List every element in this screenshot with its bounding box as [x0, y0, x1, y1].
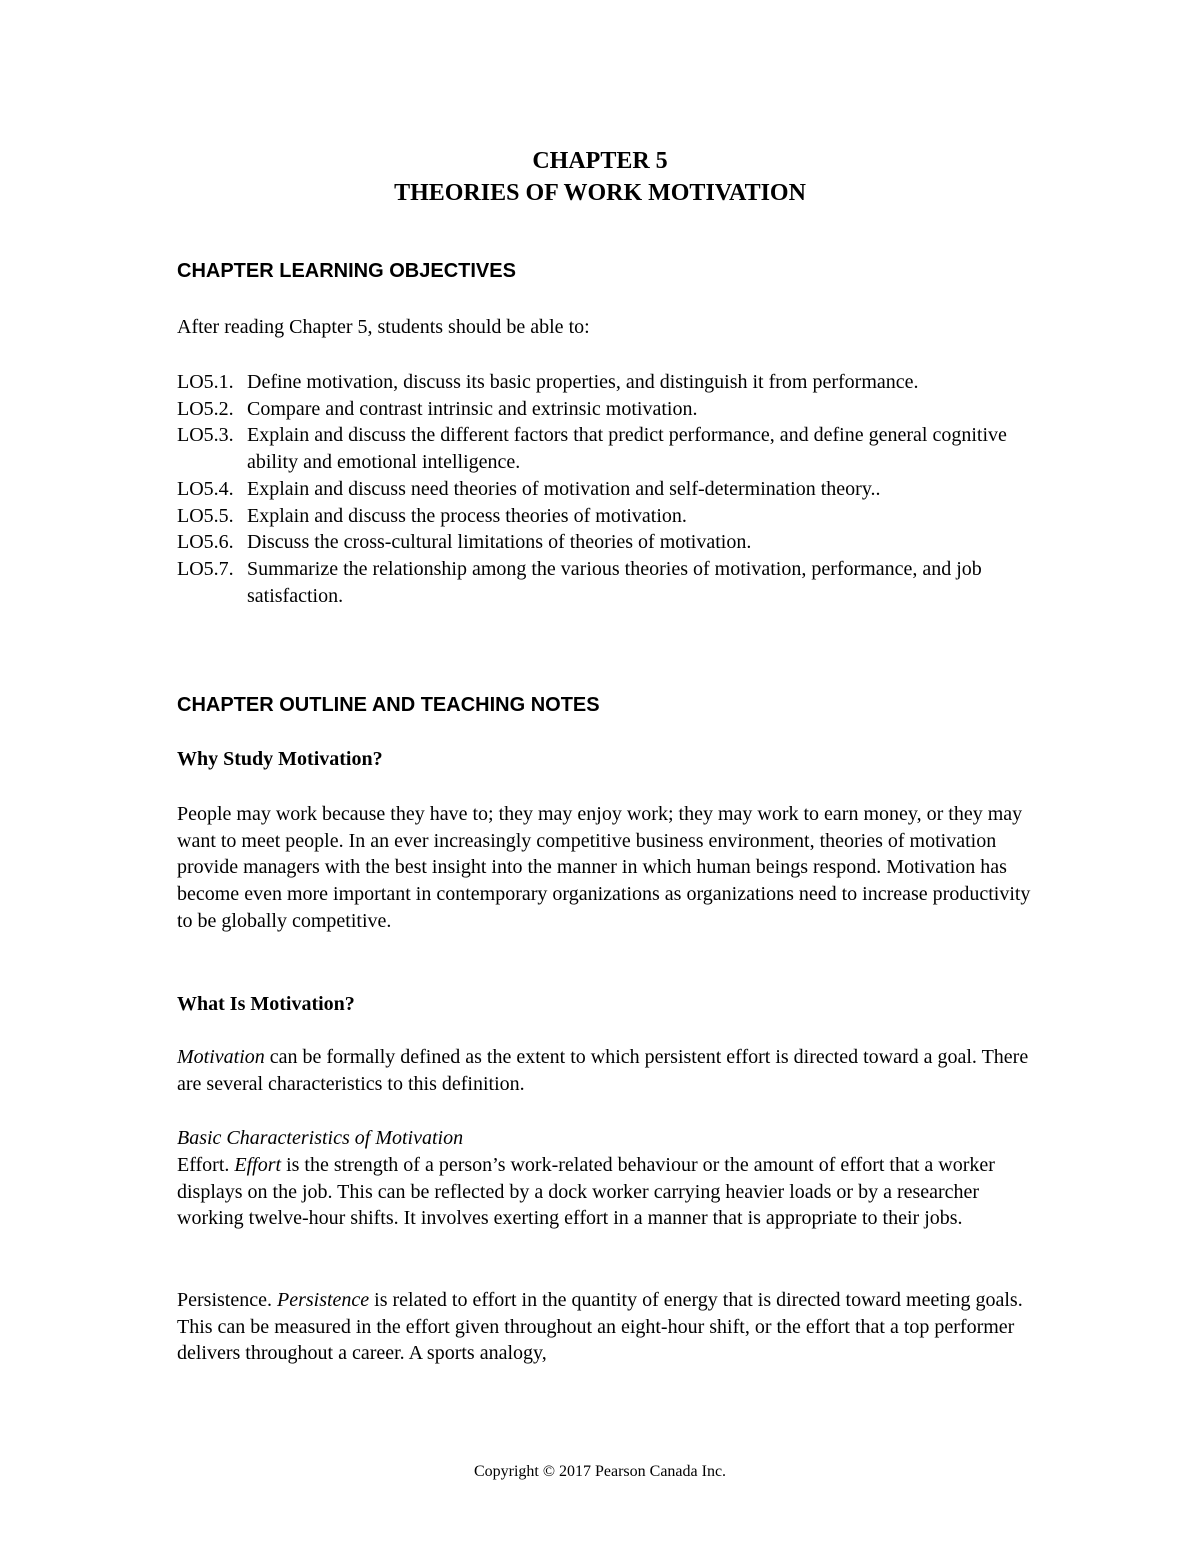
objective-code: LO5.2. [177, 397, 234, 420]
objective-text: Define motivation, discuss its basic properties, and distinguish it from performance. [247, 371, 919, 393]
persistence-term: Persistence [276, 1289, 370, 1311]
why-heading: Why Study Motivation? [177, 748, 383, 770]
objective-text: Compare and contrast intrinsic and extrinsic motivation. [247, 397, 698, 420]
objective-code: LO5.6. [177, 531, 234, 554]
objective-code: LO5.7. [177, 557, 234, 580]
objective-text: Explain and discuss the process theories of motivation. [247, 504, 687, 527]
effort-body: is the strength of a person’s work-related behaviour or the amount of effort that a worker displays on the job. This can be reflected by a dock worker carrying heavier loads or by a researcher working twelve-hour shifts. It involves exerting effort in a manner that is appropriate to their jobs. [177, 1154, 995, 1230]
motivation-term: Motivation [177, 1046, 265, 1068]
objectives-list [177, 369, 1037, 609]
objective-item [177, 476, 1037, 503]
objective-item [177, 529, 1037, 556]
effort-paragraph [177, 1152, 1037, 1232]
chapter-number: CHAPTER 5 [532, 148, 668, 174]
copyright-footer: Copyright © 2017 Pearson Canada Inc. [473, 1463, 727, 1480]
objective-text: Discuss the cross-cultural limitations of theories of motivation. [247, 531, 752, 554]
persistence-label: Persistence. [177, 1289, 272, 1311]
why-body: People may work because they have to; they may enjoy work; they may work to earn money, or they may want to meet people. In an ever increasingly competitive business environment, theories of motivation provide managers with the best insight into the manner in which human beings respond. Motivation has become even more important in contemporary organizations as organizations need to increase productivity to be globally competitive. [177, 803, 1031, 932]
objective-text: Summarize the relationship among the various theories of motivation, performance, and job satisfaction. [247, 557, 982, 607]
effort-term: Effort [234, 1154, 282, 1176]
what-paragraph [177, 1044, 1037, 1097]
basic-heading-text: Basic Characteristics of Motivation [177, 1127, 464, 1149]
objective-item [177, 396, 1037, 423]
effort-label: Effort. [177, 1154, 230, 1176]
chapter-name: THEORIES OF WORK MOTIVATION [394, 180, 806, 206]
persistence-body: is related to effort in the quantity of energy that is directed toward meeting goals. This can be measured in the effort given throughout an eight-hour shift, or the effort that a top performer delivers throughout a career. A sports analogy, [177, 1289, 1023, 1365]
objectives-heading: CHAPTER LEARNING OBJECTIVES [177, 260, 516, 282]
objective-item [177, 422, 1037, 475]
what-body: can be formally defined as the extent to which persistent effort is directed toward a goal. There are several characteristics to this definition. [177, 1046, 1029, 1095]
objective-code: LO5.5. [177, 504, 234, 527]
what-heading: What Is Motivation? [177, 993, 355, 1015]
objective-text: Explain and discuss need theories of motivation and self-determination theory.. [247, 477, 881, 500]
objective-code: LO5.4. [177, 477, 234, 500]
objective-text: Explain and discuss the different factors that predict performance, and define general cognitive ability and emotional intelligence. [247, 424, 1007, 474]
objective-code: LO5.1. [177, 371, 234, 393]
objective-item [177, 556, 1037, 609]
objectives-intro: After reading Chapter 5, students should be able to: [177, 316, 590, 338]
objective-item [177, 503, 1037, 530]
chapter-title-block [0, 145, 1200, 209]
basic-heading [177, 1125, 1037, 1152]
outline-heading: CHAPTER OUTLINE AND TEACHING NOTES [177, 694, 600, 716]
objective-item [177, 369, 1037, 396]
objective-code: LO5.3. [177, 424, 234, 447]
persistence-paragraph [177, 1287, 1037, 1367]
